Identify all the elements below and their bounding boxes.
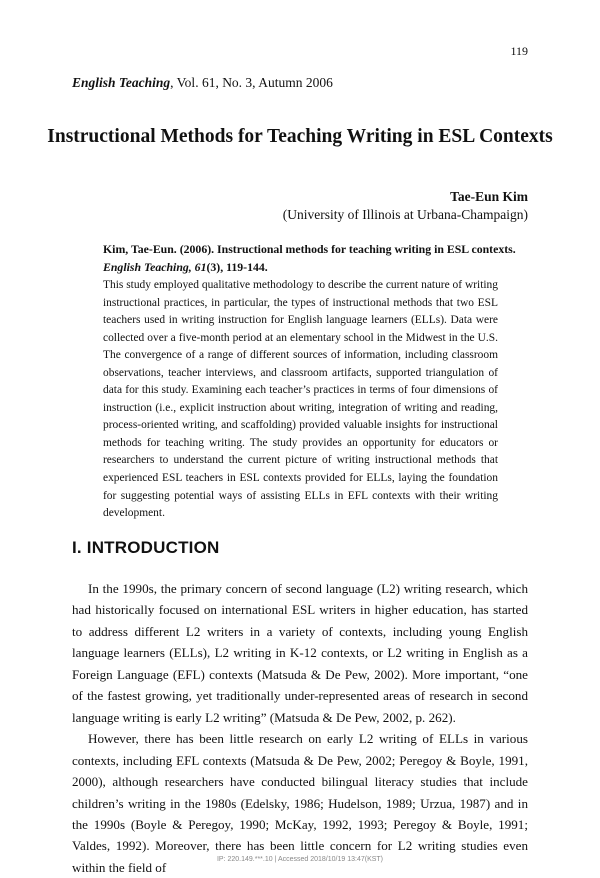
journal-details: , Vol. 61, No. 3, Autumn 2006 — [170, 75, 333, 90]
author-affiliation: (University of Illinois at Urbana-Champaign) — [282, 207, 528, 222]
paper-title: Instructional Methods for Teaching Writing in ESL Contexts — [47, 126, 553, 147]
citation-line: Kim, Tae-Eun. (2006). Instructional methods for teaching writing in ESL contexts. — [103, 242, 516, 256]
access-footer: IP: 220.149.***.10 | Accessed 2018/10/19 13:47(KST) — [216, 856, 384, 863]
body-text — [72, 578, 528, 878]
paragraph: However, there has been little research on early L2 writing of ELLs in various contexts, including EFL contexts (Matsuda & De Pew, 2002; Peregoy & Boyle, 1991, 2000), although researchers have conducted bilingual literacy studies that include children’s writing in the 1980s (Edelsky, 1986; Hudelson, 1989; Urzua, 1987) and in the 1990s (Boyle & Peregoy, 1990; McKay, 1992, 1993; Peregoy & Boyle, 1991; Valdes, 1992). Moreover, there has been little concern for L2 writing studies even within the field of — [72, 731, 528, 875]
author-name: Tae-Eun Kim — [450, 189, 528, 204]
citation-issue-pages: (3), 119-144. — [206, 259, 268, 274]
citation-journal: English Teaching, 61 — [103, 259, 207, 274]
section-heading: I. INTRODUCTION — [72, 538, 220, 557]
abstract: This study employed qualitative methodology to describe the current nature of writing instructional practices, in particular, the types of instructional methods that two ESL teachers used in writing instruction for English language learners (ELLs). Data were collected over a five-month period at an elementary school in the Midwest in the U.S. The convergence of a range of different sources of information, including classroom observations, teacher interviews, and classroom artifacts, supported triangulation of data for this study. Examining each teacher’s practices in terms of four dimensions of instruction (i.e., explicit instruction about writing, integration of writing and reading, process-oriented writing, and scaffolding) provided valuable insights for instructional methods for teaching writing. The study provides an opportunity for educators or researchers to understand the current picture of writing instructional methods that experienced ESL teachers in ESL contexts provided for ELLs, laying the foundation for suggesting potential ways of assisting ELLs in EFL contexts with their writing development. — [103, 279, 498, 520]
page-number: 119 — [510, 44, 528, 58]
journal-header — [72, 75, 333, 91]
citation — [103, 241, 523, 276]
paragraph: In the 1990s, the primary concern of second language (L2) writing research, which had historically focused on international ESL writers in higher education, has started to address different L2 writers in a variety of contexts, including young English language learners (ELLs), L2 writing in K-12 contexts, or L2 writing in English as a Foreign Language (EFL) contexts (Matsuda & De Pew, 2002). More important, “one of the fastest growing, yet traditionally under-represented areas of research in second language writing is early L2 writing” (Matsuda & De Pew, 2002, p. 262). — [72, 581, 528, 725]
journal-name: English Teaching — [72, 75, 171, 90]
citation-source — [103, 259, 523, 277]
